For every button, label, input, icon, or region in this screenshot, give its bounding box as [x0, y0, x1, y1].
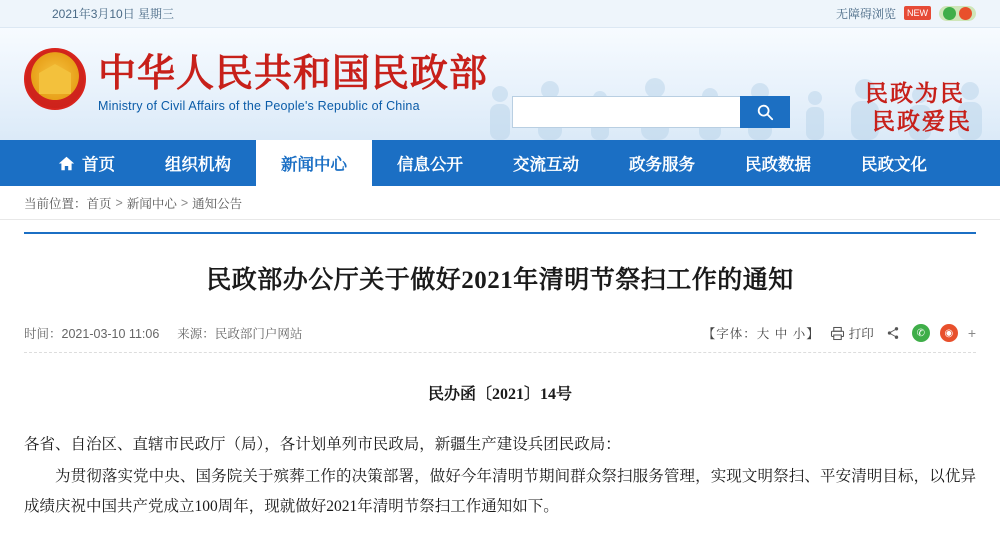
top-right-tools — [836, 5, 976, 22]
share-icon[interactable] — [884, 324, 902, 342]
print-button[interactable] — [830, 324, 874, 342]
font-size-large[interactable]: 大 — [756, 327, 771, 341]
document-number: 民办函〔2021〕14号 — [427, 386, 572, 403]
nav-item-home-label: 首页 — [82, 156, 115, 174]
site-title — [98, 52, 488, 113]
article-source-label: 来源： — [177, 327, 215, 341]
breadcrumb — [0, 186, 1000, 220]
weibo-icon[interactable] — [959, 7, 972, 20]
slogan-line-2: 民政爱民 — [872, 109, 972, 134]
main-navigation — [0, 140, 1000, 186]
nav-item-news-center[interactable]: 新闻中心 — [256, 140, 372, 186]
nav-item-civil-affairs-data[interactable]: 民政数据 — [745, 156, 811, 174]
font-size-label: 【字体： — [702, 327, 757, 341]
font-size-medium[interactable]: 中 — [774, 327, 789, 341]
breadcrumb-separator-1: > — [115, 195, 123, 210]
breadcrumb-prefix: 当前位置： — [24, 196, 87, 211]
font-size-label-close: 】 — [806, 327, 820, 341]
breadcrumb-item-home[interactable]: 首页 — [86, 196, 112, 211]
article-source-value: 民政部门户网站 — [214, 327, 303, 341]
print-label: 打印 — [848, 327, 874, 341]
article-body — [24, 430, 976, 522]
article-source — [177, 324, 302, 342]
site-header — [0, 28, 1000, 140]
nav-item-home[interactable] — [40, 140, 140, 186]
nav-item-interaction[interactable]: 交流互动 — [513, 156, 579, 174]
nav-item-information-disclosure[interactable]: 信息公开 — [397, 156, 463, 174]
article-paragraph-1: 为贯彻落实党中央、国务院关于殡葬工作的决策部署，做好今年清明节期间群众祭扫服务管理，实现文明祭扫、平安清明目标，以优异成绩庆祝中国共产党成立100周年，现就做好2021年清明节祭扫工作通知如下。 — [24, 468, 976, 515]
nav-item-organization[interactable]: 组织机构 — [165, 156, 231, 174]
search-button[interactable] — [740, 96, 790, 128]
publish-time-label: 时间： — [24, 327, 62, 341]
publish-time — [24, 324, 159, 342]
slogan-line-1: 民政为民 — [865, 81, 965, 106]
search-icon — [756, 103, 774, 121]
article-paragraph-salutation: 各省、自治区、直辖市民政厅（局），各计划单列市民政局，新疆生产建设兵团民政局： — [24, 436, 621, 453]
current-date: 2021年3月10日 星期三 — [52, 7, 175, 21]
search-input[interactable] — [512, 96, 740, 128]
more-share-icon[interactable]: + — [967, 325, 976, 341]
printer-icon — [830, 326, 845, 341]
wechat-icon[interactable] — [943, 7, 956, 20]
site-title-cn: 中华人民共和国民政部 — [98, 53, 489, 95]
home-icon — [58, 155, 75, 172]
publish-time-value: 2021-03-10 11:06 — [61, 327, 160, 341]
social-icon-group[interactable] — [939, 6, 976, 21]
breadcrumb-item-announcements[interactable]: 通知公告 — [192, 196, 243, 211]
weibo-share-icon[interactable]: ◉ — [940, 324, 958, 342]
article-container — [24, 232, 976, 522]
nav-item-government-services[interactable]: 政务服务 — [629, 156, 695, 174]
article-meta-left — [24, 324, 302, 342]
wechat-share-icon[interactable]: ✆ — [912, 324, 930, 342]
page-title: 民政部办公厅关于做好2021年清明节祭扫工作的通知 — [206, 267, 794, 294]
nav-item-civil-affairs-culture[interactable]: 民政文化 — [861, 156, 927, 174]
breadcrumb-item-news-center[interactable]: 新闻中心 — [126, 196, 177, 211]
accessibility-link[interactable]: 无障碍浏览 — [835, 7, 896, 21]
top-utility-bar — [0, 0, 1000, 28]
site-slogan — [858, 80, 972, 136]
site-title-en: Ministry of Civil Affairs of the People's Republic of China — [98, 99, 420, 113]
font-size-small[interactable]: 小 — [792, 327, 807, 341]
breadcrumb-separator-2: > — [180, 195, 189, 210]
search-box[interactable] — [512, 96, 790, 128]
font-size-control — [703, 324, 820, 342]
article-tools — [703, 324, 976, 342]
new-badge: NEW — [904, 6, 931, 20]
national-emblem-icon — [24, 48, 86, 110]
article-meta — [24, 324, 976, 353]
